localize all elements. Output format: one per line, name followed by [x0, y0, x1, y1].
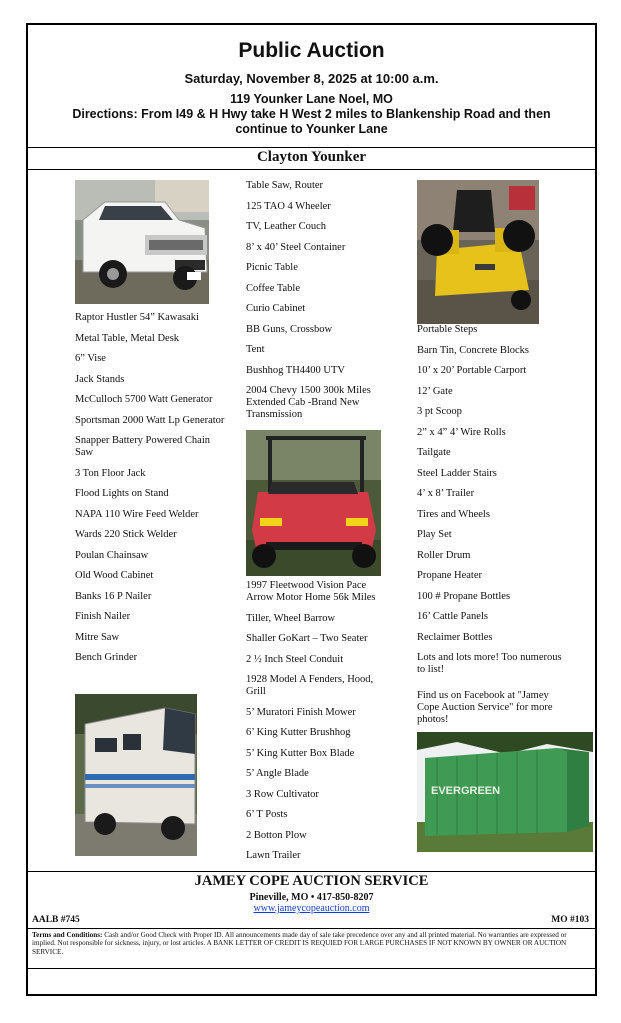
list-item: 6” Vise [75, 353, 106, 364]
right-item-list [417, 324, 567, 735]
list-item: Picnic Table [246, 262, 298, 273]
list-item: Propane Heater [417, 570, 483, 581]
list-item: NAPA 110 Wire Feed Welder [75, 508, 199, 520]
mo-license: MO #103 [551, 915, 589, 925]
list-item: 100 # Propane Bottles [417, 590, 511, 602]
auction-date: Saturday, November 8, 2025 at 10:00 a.m. [184, 71, 439, 86]
list-item: Shaller GoKart – Two Seater [246, 633, 368, 644]
flyer-header [28, 25, 595, 147]
divider [28, 147, 595, 148]
divider [28, 871, 595, 872]
list-item: Lots and lots more! Too numerous to list! [417, 652, 562, 675]
list-item: Raptor Hustler 54” Kawasaki [75, 312, 199, 323]
list-item: Sportsman 2000 Watt Lp Generator [75, 414, 225, 426]
terms-label: Terms and Conditions: [32, 931, 103, 939]
motorhome-photo [75, 694, 197, 856]
list-item: 10’ x 20’ Portable Carport [417, 365, 527, 376]
list-item: 8’ x 40’ Steel Container [246, 241, 346, 253]
auction-directions: Directions: From I49 & H Hwy take H West 2 miles to Blankenship Road and then continue to Younker Lane [72, 107, 551, 136]
container-photo [417, 732, 593, 852]
list-item: 2004 Chevy 1500 300k Miles Extended Cab -Brand New Transmission [246, 385, 371, 420]
list-item: Tires and Wheels [417, 508, 490, 520]
list-item: Play Set [417, 529, 452, 540]
list-item: 5’ Angle Blade [246, 768, 309, 779]
list-item: Metal Table, Metal Desk [75, 332, 180, 344]
list-item: Tiller, Wheel Barrow [246, 612, 336, 624]
list-item: Roller Drum [417, 549, 471, 561]
list-item: Bushhog TH4400 UTV [246, 364, 345, 376]
auction-flyer [26, 23, 597, 996]
list-item: Table Saw, Router [246, 180, 324, 191]
list-item: Finish Nailer [75, 611, 131, 622]
list-item: 1928 Model A Fenders, Hood, Grill [246, 674, 374, 697]
list-item: Tailgate [417, 447, 451, 458]
list-item: 6’ King Kutter Brushhog [246, 727, 351, 738]
left-item-list [75, 312, 225, 673]
company-name: JAMEY COPE AUCTION SERVICE [194, 873, 429, 889]
utv-photo [246, 430, 381, 576]
aalb-license: AALB #745 [32, 915, 80, 925]
terms-text: Cash and/or Good Check with Proper ID. All announcements made day of sale take precedence over any and all printed material. No warranties are expressed or implied. Not responsible for sickness, injury, or lost articles. A BANK LETTER OF CREDIT IS REQUIED FOR LARGE PURCHASES IF NOT KNOWN BY OWNER OR AUCTION SERVICE. [32, 931, 567, 956]
list-item: Reclaimer Bottles [417, 631, 493, 643]
list-item: Portable Steps [417, 324, 478, 335]
list-item: 1997 Fleetwood Vision Pace Arrow Motor Home 56k Miles [246, 580, 376, 603]
company-location: Pineville, MO • 417-850-8207 [249, 892, 374, 903]
divider [28, 928, 595, 929]
list-item: 4’ x 8’ Trailer [417, 488, 475, 499]
list-item: Old Wood Cabinet [75, 570, 154, 581]
truck-photo [75, 180, 209, 304]
list-item: 3 Row Cultivator [246, 788, 319, 800]
list-item: BB Guns, Crossbow [246, 323, 333, 335]
auction-address: 119 Younker Lane Noel, MO [230, 92, 393, 106]
list-item: Tent [246, 344, 265, 355]
list-item: Curio Cabinet [246, 303, 306, 314]
list-item: Banks 16 P Nailer [75, 590, 152, 602]
list-item: TV, Leather Couch [246, 221, 326, 232]
list-item: Snapper Battery Powered Chain Saw [75, 435, 211, 458]
list-item: 2 Botton Plow [246, 829, 307, 841]
list-item: Barn Tin, Concrete Blocks [417, 344, 529, 356]
list-item: 6’ T Posts [246, 809, 288, 820]
list-item: Mitre Saw [75, 631, 120, 643]
list-item: 2” x 4” 4’ Wire Rolls [417, 426, 506, 438]
list-item: 3 pt Scoop [417, 406, 462, 417]
footer [28, 873, 595, 914]
page-title: Public Auction [238, 39, 385, 62]
divider [28, 968, 595, 969]
terms-and-conditions [32, 931, 592, 956]
list-item: 2 ½ Inch Steel Conduit [246, 653, 344, 665]
list-item: 125 TAO 4 Wheeler [246, 200, 331, 212]
list-item: 12’ Gate [417, 385, 453, 397]
list-item: Jack Stands [75, 373, 125, 385]
list-item: 5’ King Kutter Box Blade [246, 747, 355, 759]
list-item: McCulloch 5700 Watt Generator [75, 394, 213, 405]
list-item: Wards 220 Stick Welder [75, 529, 177, 540]
list-item: Flood Lights on Stand [75, 488, 169, 499]
divider [28, 169, 595, 170]
list-item: Lawn Trailer [246, 850, 301, 861]
facebook-note: Find us on Facebook at "Jamey Cope Auction Service" for more photos! [417, 690, 553, 725]
list-item: 16’ Cattle Panels [417, 611, 488, 622]
list-item: 3 Ton Floor Jack [75, 467, 146, 479]
mower-photo [417, 180, 539, 324]
list-item: Bench Grinder [75, 652, 138, 663]
middle-item-list-bottom [246, 580, 386, 871]
middle-item-list-top [246, 180, 386, 430]
seller-name: Clayton Younker [256, 149, 367, 165]
website-link[interactable]: www.jameycopeauction.com [253, 903, 370, 914]
list-item: 5’ Muratori Finish Mower [246, 706, 356, 718]
container-lettering: EVERGREEN [431, 785, 501, 797]
list-item: Coffee Table [246, 282, 300, 294]
list-item: Poulan Chainsaw [75, 549, 149, 561]
list-item: Steel Ladder Stairs [417, 467, 497, 479]
